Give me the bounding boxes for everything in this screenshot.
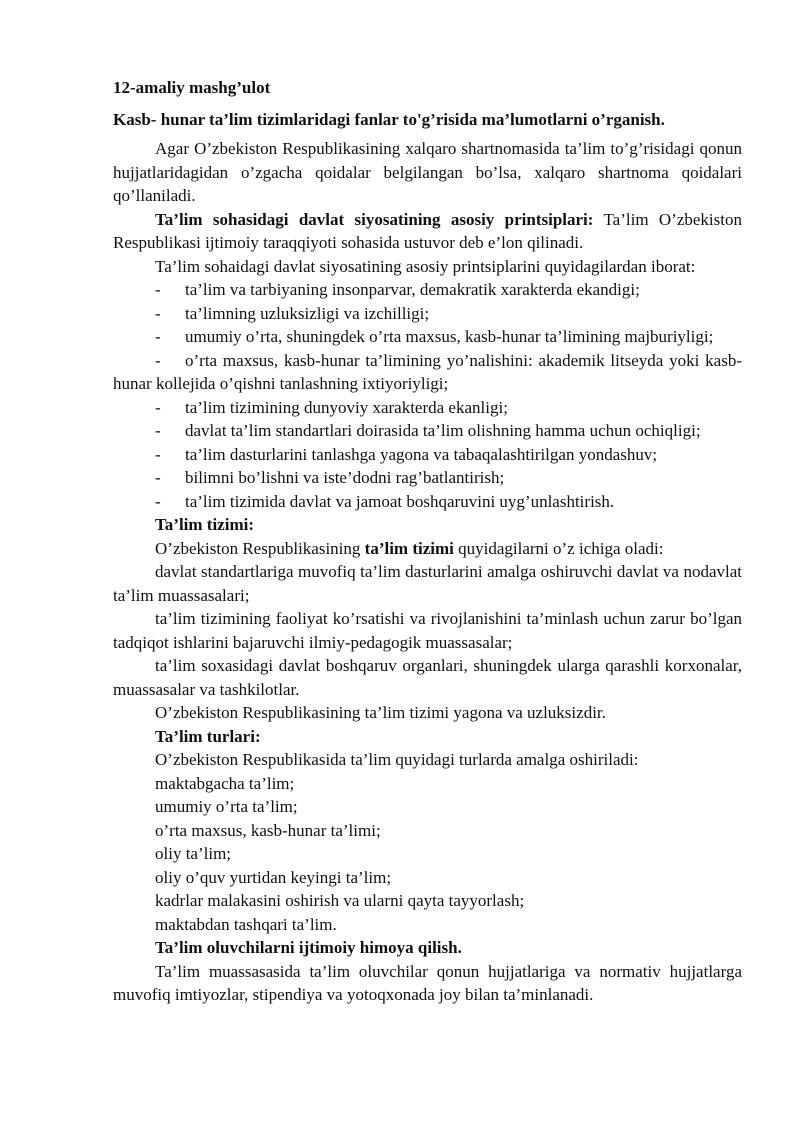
- paragraph-system-item: davlat standartlariga muvofiq ta’lim dasturlarini amalga oshiruvchi davlat va nodavlat ta’lim muassasalari;: [113, 562, 742, 605]
- list-dash: -: [155, 444, 161, 464]
- paragraph-system-intro: [113, 537, 742, 561]
- document-subtitle: Kasb- hunar ta’lim tizimlaridagi fanlar to'g’risida ma’lumotlarni o’rganish.: [113, 109, 665, 129]
- types-list-item: umumiy o’rta ta’lim;: [155, 797, 298, 816]
- types-list-item: maktabgacha ta’lim;: [155, 773, 295, 793]
- list-dash: -: [155, 350, 161, 370]
- list-item: [113, 349, 742, 396]
- paragraph-system-final: O’zbekiston Respublikasining ta’lim tizimi yagona va uzluksizdir.: [155, 703, 606, 722]
- list-dash: -: [155, 421, 161, 440]
- system-intro-text-end: quyidagilarni o’z ichiga oladi:: [453, 538, 664, 558]
- principles-list: [113, 278, 742, 513]
- list-dash: -: [155, 280, 161, 299]
- paragraph-system-item: ta’lim tizimining faoliyat ko’rsatishi va rivojlanishini ta’minlash uchun zarur bo’lgan tadqiqot ishlarini bajaruvchi ilmiy-pedagogik muassasalar;: [113, 609, 742, 652]
- list-item: [113, 443, 742, 467]
- list-dash: -: [155, 303, 161, 323]
- system-intro-bold: ta’lim tizimi: [364, 538, 454, 558]
- types-list-item: oliy o’quv yurtidan keyingi ta’lim;: [155, 867, 392, 887]
- types-list-item: oliy ta’lim;: [155, 844, 232, 863]
- list-item-text: ta’limning uzluksizligi va izchilligi;: [185, 303, 430, 323]
- list-item-text: ta’lim dasturlarini tanlashga yagona va tabaqalashtirilgan yondashuv;: [185, 444, 658, 464]
- paragraph-protection: Ta’lim muassasasida ta’lim oluvchilar qonun hujjatlariga va normativ hujjatlarga muvofiq imtiyozlar, stipendiya va yotoqxonada joy bilan ta’minlanadi.: [113, 961, 742, 1004]
- list-item-text: ta’lim va tarbiyaning insonparvar, demakratik xarakterda ekandigi;: [185, 280, 640, 299]
- list-item-text: ta’lim tizimida davlat va jamoat boshqaruvini uyg’unlashtirish.: [185, 491, 615, 511]
- principles-text: Ta’lim O’zbekiston Respublikasi ijtimoiy taraqqiyoti sohasida ustuvor deb e’lon qilinadi.: [113, 209, 742, 252]
- types-list-item: kadrlar malakasini oshirish va ularni qayta tayyorlash;: [155, 891, 525, 910]
- list-dash: -: [155, 468, 161, 487]
- list-item-text: davlat ta’lim standartlari doirasida ta’lim olishning hamma uchun ochiqligi;: [185, 421, 701, 440]
- list-item-text: o’rta maxsus, kasb-hunar ta’limining yo’nalishini: akademik litseyda yoki kasb-hunar kollejida o’qishni tanlashning ixtiyoriyligi;: [113, 350, 742, 393]
- types-list-item: maktabdan tashqari ta’lim.: [155, 914, 337, 934]
- principles-heading: Ta’lim sohasidagi davlat siyosatining asosiy printsiplari:: [155, 209, 594, 229]
- document-page: [113, 76, 742, 1007]
- list-item-text: bilimni bo’lishni va iste’dodni rag’batlantirish;: [185, 468, 505, 487]
- list-item: [113, 419, 742, 443]
- document-title: 12-amaliy mashg’ulot: [113, 78, 271, 97]
- list-item: [113, 325, 742, 349]
- list-item: [113, 278, 742, 302]
- list-item-text: ta’lim tizimining dunyoviy xarakterda ekanligi;: [185, 397, 508, 417]
- section-heading-types: Ta’lim turlari:: [155, 726, 261, 746]
- list-dash: -: [155, 491, 161, 511]
- paragraph-system-item: ta’lim soxasidagi davlat boshqaruv organlari, shuningdek ularga qarashli korxonalar, muassasalar va tashkilotlar.: [113, 656, 742, 699]
- section-heading-system: Ta’lim tizimi:: [155, 515, 254, 534]
- paragraph-principles: [113, 208, 742, 255]
- paragraph-intro: Agar O’zbekiston Respublikasining xalqaro shartnomasida ta’lim to’g’risidagi qonun hujjatlaridagidan o’zgacha qoidalar belgilangan bo’lsa, xalqaro shartnoma qoidalari qo’llaniladi.: [113, 139, 742, 205]
- section-heading-protection: Ta’lim oluvchilarni ijtimoiy himoya qilish.: [155, 938, 462, 957]
- list-item-text: umumiy o’rta, shuningdek o’rta maxsus, kasb-hunar ta’limining majburiyligi;: [185, 327, 714, 346]
- types-list-item: o’rta maxsus, kasb-hunar ta’limi;: [155, 820, 381, 840]
- list-item: [113, 302, 742, 326]
- paragraph-types-intro: O’zbekiston Respublikasida ta’lim quyidagi turlarda amalga oshiriladi:: [155, 750, 639, 769]
- system-intro-text: O’zbekiston Respublikasining: [155, 538, 365, 558]
- list-item: [113, 466, 742, 490]
- list-dash: -: [155, 397, 161, 417]
- list-item: [113, 490, 742, 514]
- list-dash: -: [155, 327, 161, 346]
- list-item: [113, 396, 742, 420]
- paragraph-principles-list-intro: Ta’lim sohaidagi davlat siyosatining asosiy printsiplarini quyidagilardan iborat:: [155, 256, 696, 276]
